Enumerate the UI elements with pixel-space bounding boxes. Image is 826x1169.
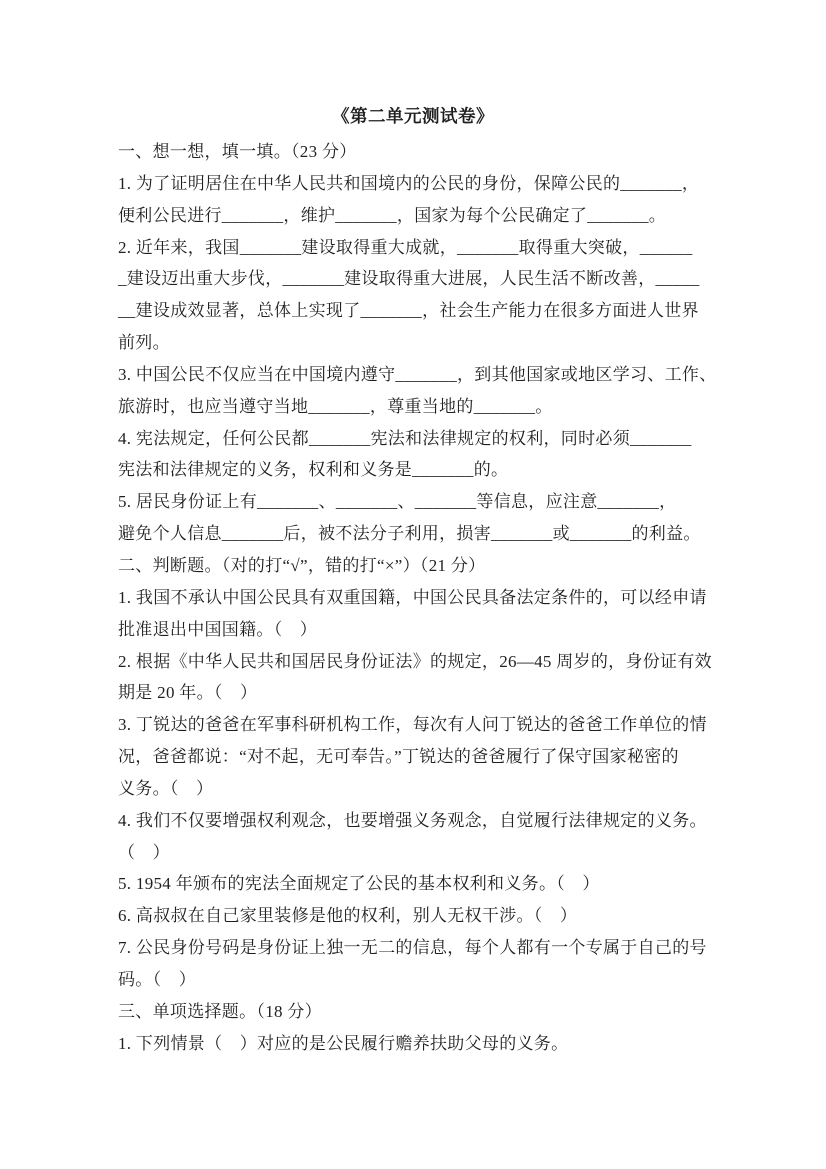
question-line: 避免个人信息_______后，被不法分子利用，损害_______或_______的利益。 [118, 524, 701, 544]
question-line: 1. 下列情景（ ）对应的是公民履行赡养扶助父母的义务。 [118, 1033, 569, 1053]
question-line: __建设成效显著，总体上实现了_______，社会生产能力在很多方面进人世界 [118, 301, 699, 321]
question-line: 期是 20 年。（ ） [118, 683, 258, 703]
question-line: 4. 宪法规定，任何公民都_______宪法和法律规定的权利，同时必须_______ [118, 428, 692, 448]
question-line: 4. 我们不仅要增强权利观念，也要增强义务观念，自觉履行法律规定的义务。 [118, 810, 707, 830]
page-title: 《第二单元测试卷》 [332, 106, 494, 126]
question-line: 1. 为了证明居住在中华人民共和国境内的公民的身份，保障公民的_______， [118, 173, 700, 193]
question-line: 旅游时，也应当遵守当地_______，尊重当地的_______。 [118, 396, 553, 416]
question-line: 便利公民进行_______，维护_______，国家为每个公民确定了_______。 [118, 205, 667, 225]
question-line: 2. 根据《中华人民共和国居民身份证法》的规定，26—45 周岁的，身份证有效 [118, 651, 712, 671]
question-line: 5. 1954 年颁布的宪法全面规定了公民的基本权利和义务。（ ） [118, 874, 600, 894]
question-line: 3. 中国公民不仅应当在中国境内遵守_______，到其他国家或地区学习、工作、 [118, 364, 717, 384]
section3-heading: 三、单项选择题。（18 分） [118, 1001, 322, 1021]
question-line: 义务。（ ） [118, 778, 214, 798]
question-line: 3. 丁锐达的爸爸在军事科研机构工作，每次有人问丁锐达的爸爸工作单位的情 [118, 715, 707, 735]
document-body [118, 136, 718, 1059]
question-line: 7. 公民身份号码是身份证上独一无二的信息，每个人都有一个专属于自己的号 [118, 938, 707, 958]
question-line: 6. 高叔叔在自己家里装修是他的权利，别人无权干涉。（ ） [118, 906, 578, 926]
question-line: 宪法和法律规定的义务，权利和义务是_______的。 [118, 460, 509, 480]
question-line: 5. 居民身份证上有_______、_______、_______等信息，应注意_______， [118, 492, 677, 512]
question-line: 前列。 [118, 333, 170, 353]
question-line: 1. 我国不承认中国公民具有双重国籍，中国公民具备法定条件的，可以经申请 [118, 587, 707, 607]
question-line: （ ） [118, 842, 170, 862]
question-line: _建设迈出重大步伐，_______建设取得重大进展，人民生活不断改善，_____ [118, 269, 700, 289]
question-line: 码。（ ） [118, 969, 196, 989]
question-line: 2. 近年来，我国_______建设取得重大成就，_______取得重大突破，______ [118, 237, 693, 257]
section1-heading: 一、想一想，填一填。（23 分） [118, 142, 357, 161]
section2-heading: 二、判断题。（对的打“√”，错的打“×”）（21 分） [118, 555, 486, 575]
question-line: 批准退出中国国籍。（ ） [118, 619, 318, 639]
question-line: 况，爸爸都说：“对不起，无可奉告。”丁锐达的爸爸履行了保守国家秘密的 [118, 747, 679, 767]
